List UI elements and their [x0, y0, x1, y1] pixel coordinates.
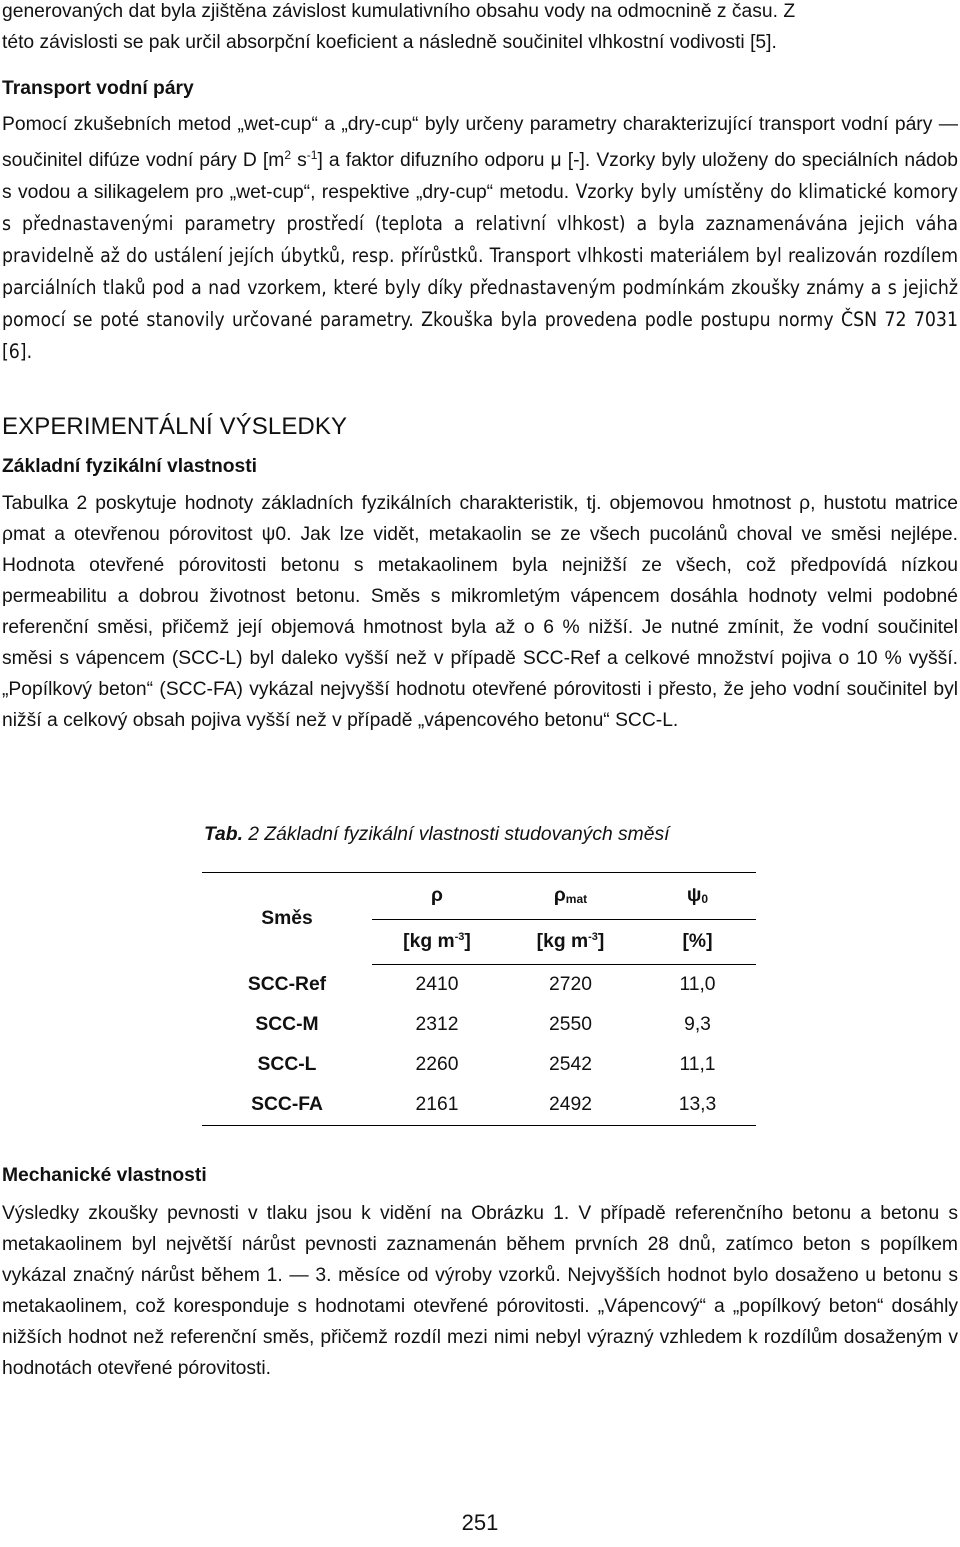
unit-psi: [%]: [639, 920, 756, 965]
transport-heading: Transport vodní páry: [2, 78, 194, 99]
basic-properties-paragraph: Tabulka 2 poskytuje hodnoty základních fyzikálních charakteristik, tj. objemovou hmotnost ρ, hustotu matrice ρmat a otevřenou pórovitost ψ0. Jak lze vidět, metakaolin se ze všech pucolánů choval ve směsi nejlépe. Hodnota otevřené pórovitosti betonu s metakaolinem byla nejnižší ze všech, což předpovídá nízkou permeabilitu a dobrou životnost betonu. Směs s mikromletým vápencem dosáhla hodnoty velmi podobné referenční směsi, přičemž její objemová hmotnost byla až o 6 % nižší. Je nutné zmínit, že vodní součinitel směsi s vápencem (SCC-L) byl daleko vyšší než v případě SCC-Ref a celkové množství pojiva o 10 % vyšší. „Popílkový beton“ (SCC-FA) vykázal nejvyšší hodnotu otevřené pórovitosti i přesto, že jeho vodní součinitel byl nižší a celkový obsah pojiva vyšší než v případě „vápencového betonu“ SCC-L.: [2, 493, 958, 731]
header-mix: Směs: [202, 873, 372, 965]
header-rho: ρ: [372, 873, 502, 920]
mechanical-paragraph: Výsledky zkoušky pevnosti v tlaku jsou k vidění na Obrázku 1. V případě referenčního betonu a betonu s metakaolinem byl největší nárůst pevnosti zaznamenán během prvních 28 dnů, zatímco beton s popílkem vykázal značný nárůst během 1. — 3. měsíce od výroby vzorků. Nejvyšších hodnot bylo dosaženo u betonu s metakaolinem, což koresponduje s hodnotami otevřené pórovitosti. „Vápencový“ a „popílkový beton“ dosáhly nižších hodnot než referenční směs, přičemž rozdíl mezi nimi nebyl výrazný vzhledem k rozdílům dosaženým v hodnotách otevřené pórovitosti.: [2, 1203, 958, 1379]
page-number: 251: [461, 1510, 499, 1535]
table-row: SCC-Ref 2410 2720 11,0: [247, 973, 716, 995]
table-row: SCC-M 2312 2550 9,3: [255, 1014, 711, 1035]
transport-paragraph: Pomocí zkušebních metod „wet-cup“ a „dry-cup“ byly určeny parametry charakterizující transport vodní páry — součinitel difúze vodní páry D [$m^2$ $s^{-1}$] a faktor difuzního odporu μ [-]. Vzorky byly uloženy do speciálních nádob s vodou a silikagelem pro „wet-cup“, respektive „dry-cup“ metodu. Vzorky byly umístěny do klimatické komory s přednastavenými parametry prostředí (teplota a relativní vlhkost) a byla zaznamenávána jejich váha pravidelně až do ustálení jejích úbytků, resp. přírůstků. Transport vlhkosti materiálem byl realizován rozdílem parciálních tlaků pod a nad vzorkem, které byly díky přednastaveným podmínkám zkoušky známy a s jejichž pomocí se poté stanovily určované parametry. Zkouška byla provedena podle postupu normy ČSN 72 7031 [6].: [2, 114, 959, 363]
table-caption: Tab. 2 Základní fyzikální vlastnosti studovaných směsí: [204, 824, 670, 845]
unit-rhomat: [kg $m^{-3}$]: [502, 920, 639, 965]
intro-line-1: generovaných dat byla zjištěna závislost kumulativního obsahu vody na odmocnině z času. Z: [2, 1, 796, 22]
intro-paragraph: [0, 0, 958, 58]
section-heading: EXPERIMENTÁLNÍ VÝSLEDKY: [2, 413, 348, 440]
header-rhomat: ρmat: [502, 873, 639, 920]
header-psi: ψ0: [639, 873, 756, 920]
subheading-basic-properties: Základní fyzikální vlastnosti: [2, 456, 258, 477]
unit-rho: [kg $m^{-3}$]: [372, 920, 502, 965]
intro-line-2: této závislosti se pak určil absorpční koeficient a následně součinitel vlhkostní vodivosti [5].: [2, 32, 777, 53]
table-row: SCC-L 2260 2542 11,1: [257, 1054, 716, 1075]
subheading-mechanical: Mechanické vlastnosti: [2, 1165, 207, 1186]
properties-table: [202, 872, 756, 1126]
table-row: SCC-FA 2161 2492 13,3: [202, 1085, 756, 1126]
